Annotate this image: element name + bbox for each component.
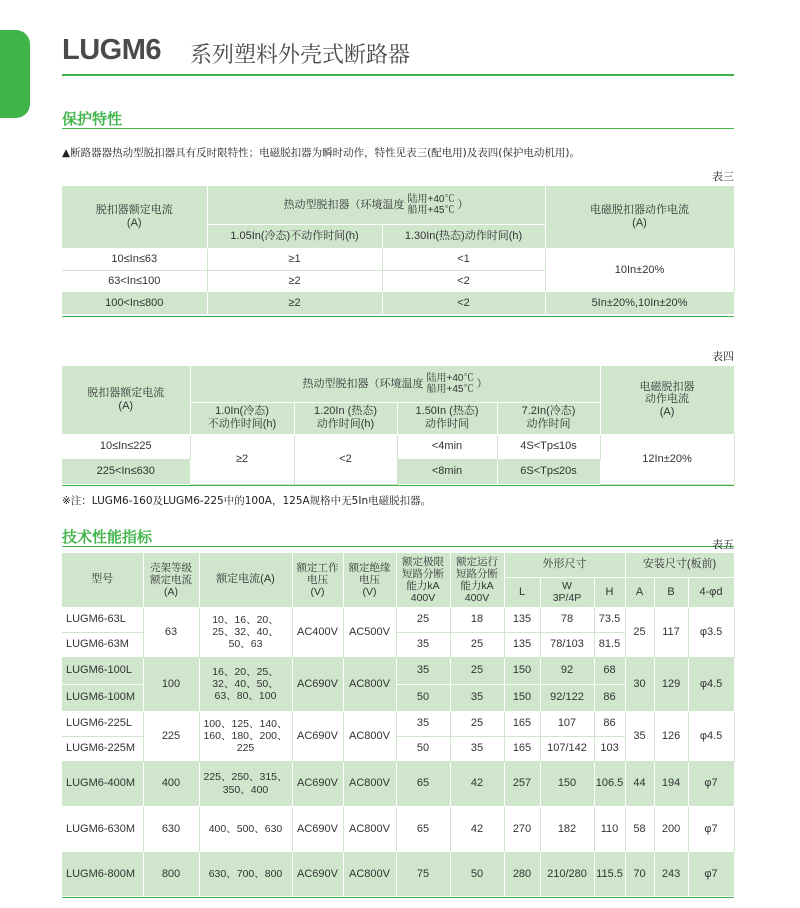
- t5-header-model: 型号: [62, 553, 143, 607]
- t4-range: 10≤In≤225: [62, 434, 190, 459]
- t3-a: ≥2: [207, 292, 382, 314]
- t5-header-dims: 外形尺寸: [504, 553, 625, 577]
- t5-L: 165: [504, 736, 540, 761]
- t5-header-mount: 安装尺寸(板前): [625, 553, 734, 577]
- title-rule: [62, 74, 734, 76]
- t5-L: 165: [504, 711, 540, 736]
- t5-B: 117: [654, 607, 688, 657]
- t5-D: φ7: [688, 761, 734, 806]
- t5-insul: AC800V: [343, 711, 396, 761]
- table-row: [62, 657, 734, 684]
- t5-model: LUGM6-400M: [62, 761, 143, 806]
- t4-header-rated: 脱扣器额定电流 (A): [62, 366, 190, 434]
- t5-header-insul: 额定绝缘 电压 (V): [343, 553, 396, 607]
- t5-icu: 25: [396, 607, 450, 632]
- t3-mag-2: 5In±20%,10In±20%: [545, 292, 734, 314]
- section-title-protection: 保护特性: [62, 110, 123, 128]
- t5-header-icu: 额定极限 短路分断 能力kA 400V: [396, 553, 450, 607]
- t4-c2: <2: [294, 434, 397, 484]
- t5-icu: 35: [396, 657, 450, 684]
- t5-H: 106.5: [594, 761, 625, 806]
- t5-ics: 25: [450, 657, 504, 684]
- t5-W: 150: [540, 761, 594, 806]
- t5-header-volt: 额定工作 电压 (V): [292, 553, 343, 607]
- t5-W: 182: [540, 806, 594, 852]
- table-row: [62, 852, 734, 896]
- t4-header-c3: 1.50In (热态) 动作时间: [397, 402, 497, 434]
- t5-H: 68: [594, 657, 625, 684]
- t5-H: 110: [594, 806, 625, 852]
- t5-L: 150: [504, 684, 540, 711]
- t5-frame: 400: [143, 761, 199, 806]
- t5-B: 129: [654, 657, 688, 711]
- t3-b: <2: [382, 292, 545, 314]
- t5-ics: 35: [450, 684, 504, 711]
- t4-header-c4: 7.2In(冷态) 动作时间: [497, 402, 600, 434]
- t5-L: 135: [504, 632, 540, 657]
- table-row: [62, 434, 734, 459]
- t5-volt: AC690V: [292, 852, 343, 896]
- t5-header-frame: 壳架等级 额定电流 (A): [143, 553, 199, 607]
- t5-icu: 35: [396, 711, 450, 736]
- t3-header-col-b: 1.30In(热态)动作时间(h): [382, 224, 545, 248]
- t5-W: 92/122: [540, 684, 594, 711]
- t5-ics: 50: [450, 852, 504, 896]
- t3-b: <2: [382, 270, 545, 292]
- table-row: [62, 711, 734, 736]
- t3-a: ≥2: [207, 270, 382, 292]
- t5-insul: AC800V: [343, 852, 396, 896]
- brand-title: LUGM6: [62, 34, 161, 66]
- t5-volt: AC690V: [292, 657, 343, 711]
- table-row: [62, 761, 734, 806]
- t5-insul: AC800V: [343, 806, 396, 852]
- t5-A: 44: [625, 761, 654, 806]
- t5-ics: 42: [450, 761, 504, 806]
- table-4: [62, 366, 735, 485]
- t5-frame: 225: [143, 711, 199, 761]
- t5-header-D: 4-φd: [688, 577, 734, 607]
- t5-L: 257: [504, 761, 540, 806]
- t5-A: 70: [625, 852, 654, 896]
- t4-header-magnetic: 电磁脱扣器 动作电流 (A): [600, 366, 734, 434]
- t5-volt: AC690V: [292, 806, 343, 852]
- t5-model: LUGM6-100L: [62, 657, 143, 684]
- table4-footnote: ※注：LUGM6-160及LUGM6-225中的100A，125A规格中无5In电磁脱扣器。: [62, 495, 432, 507]
- t5-insul: AC800V: [343, 657, 396, 711]
- t3-header-thermal: 热动型脱扣器（环境温度 陆用+40℃ 船用+45℃ ）: [207, 186, 545, 224]
- t5-L: 280: [504, 852, 540, 896]
- t5-W: 78: [540, 607, 594, 632]
- t5-currents: 100、125、140、 160、180、200、 225: [199, 711, 292, 761]
- t4-c4: 4S<Tp≤10s: [497, 434, 600, 459]
- t3-a: ≥1: [207, 248, 382, 270]
- t5-volt: AC690V: [292, 761, 343, 806]
- section-tab-marker: [0, 30, 30, 118]
- t5-H: 103: [594, 736, 625, 761]
- t3-range: 63<In≤100: [62, 270, 207, 292]
- t5-A: 25: [625, 607, 654, 657]
- t5-ics: 42: [450, 806, 504, 852]
- t5-icu: 50: [396, 736, 450, 761]
- table3-label: 表三: [712, 170, 734, 183]
- t5-model: LUGM6-800M: [62, 852, 143, 896]
- t5-B: 126: [654, 711, 688, 761]
- t5-W: 92: [540, 657, 594, 684]
- t5-header-W: W 3P/4P: [540, 577, 594, 607]
- t5-icu: 50: [396, 684, 450, 711]
- t5-A: 58: [625, 806, 654, 852]
- t5-ics: 35: [450, 736, 504, 761]
- t5-header-current: 额定电流(A): [199, 553, 292, 607]
- t5-insul: AC800V: [343, 761, 396, 806]
- table4-label: 表四: [712, 350, 734, 363]
- t5-ics: 25: [450, 711, 504, 736]
- t3-b: <1: [382, 248, 545, 270]
- table-row: [62, 292, 734, 314]
- t3-range: 10≤In≤63: [62, 248, 207, 270]
- t5-D: φ4.5: [688, 711, 734, 761]
- table-3: [62, 186, 735, 315]
- t5-W: 107/142: [540, 736, 594, 761]
- t5-frame: 100: [143, 657, 199, 711]
- t5-frame: 63: [143, 607, 199, 657]
- table-row: [62, 607, 734, 632]
- t5-model: LUGM6-63M: [62, 632, 143, 657]
- table-row: [62, 806, 734, 852]
- t5-D: φ3.5: [688, 607, 734, 657]
- table5-bottom-rule: [62, 897, 734, 898]
- t3-header-magnetic: 电磁脱扣器动作电流 (A): [545, 186, 734, 248]
- page-subtitle: 系列塑料外壳式断路器: [190, 43, 411, 68]
- table-row: [62, 248, 734, 270]
- t5-icu: 75: [396, 852, 450, 896]
- t5-header-H: H: [594, 577, 625, 607]
- t5-B: 194: [654, 761, 688, 806]
- table5-label: 表五: [712, 538, 734, 551]
- table3-bottom-rule: [62, 316, 734, 317]
- t5-header-B: B: [654, 577, 688, 607]
- t3-header-rated: 脱扣器额定电流 (A): [62, 186, 207, 248]
- t5-volt: AC400V: [292, 607, 343, 657]
- t5-H: 73.5: [594, 607, 625, 632]
- t5-model: LUGM6-63L: [62, 607, 143, 632]
- t5-B: 200: [654, 806, 688, 852]
- t5-D: φ4.5: [688, 657, 734, 711]
- t5-icu: 65: [396, 761, 450, 806]
- section-rule: [62, 128, 734, 129]
- t3-header-col-a: 1.05In(冷态)不动作时间(h): [207, 224, 382, 248]
- t5-D: φ7: [688, 852, 734, 896]
- table-5: [62, 553, 735, 897]
- t5-icu: 35: [396, 632, 450, 657]
- t5-header-ics: 额定运行 短路分断 能力kA 400V: [450, 553, 504, 607]
- t5-header-A: A: [625, 577, 654, 607]
- t5-D: φ7: [688, 806, 734, 852]
- section-title-tech: 技术性能指标: [62, 528, 153, 546]
- t5-L: 135: [504, 607, 540, 632]
- t5-model: LUGM6-630M: [62, 806, 143, 852]
- t5-A: 35: [625, 711, 654, 761]
- t4-c1: ≥2: [190, 434, 294, 484]
- t5-currents: 10、16、20、 25、32、40、 50、63: [199, 607, 292, 657]
- t4-header-thermal: 热动型脱扣器（环境温度 陆用+40℃ 船用+45℃ ）: [190, 366, 600, 402]
- t5-insul: AC500V: [343, 607, 396, 657]
- protection-note: ▲断路器器热动型脱扣器具有反时限特性；电磁脱扣器为瞬时动作，特性见表三(配电用)及表四(保护电动机用)。: [62, 147, 580, 159]
- t5-currents: 225、250、315、 350、400: [199, 761, 292, 806]
- t5-H: 86: [594, 711, 625, 736]
- t4-mag: 12In±20%: [600, 434, 734, 484]
- t4-c3: <8min: [397, 459, 497, 484]
- t5-W: 210/280: [540, 852, 594, 896]
- t3-range: 100<In≤800: [62, 292, 207, 314]
- t5-frame: 630: [143, 806, 199, 852]
- t5-volt: AC690V: [292, 711, 343, 761]
- t5-W: 107: [540, 711, 594, 736]
- t4-c3: <4min: [397, 434, 497, 459]
- t5-W: 78/103: [540, 632, 594, 657]
- t5-ics: 18: [450, 607, 504, 632]
- t5-A: 30: [625, 657, 654, 711]
- t5-ics: 25: [450, 632, 504, 657]
- t3-mag-1: 10In±20%: [545, 248, 734, 292]
- t5-frame: 800: [143, 852, 199, 896]
- t5-H: 81.5: [594, 632, 625, 657]
- t5-model: LUGM6-100M: [62, 684, 143, 711]
- table4-bottom-rule: [62, 485, 734, 486]
- t5-currents: 16、20、25、 32、40、50、 63、80、100: [199, 657, 292, 711]
- t4-c4: 6S<Tp≤20s: [497, 459, 600, 484]
- t5-H: 115.5: [594, 852, 625, 896]
- t4-header-c2: 1.20In (热态) 动作时间(h): [294, 402, 397, 434]
- t4-range: 225<In≤630: [62, 459, 190, 484]
- t4-header-c1: 1.0In(冷态) 不动作时间(h): [190, 402, 294, 434]
- t5-model: LUGM6-225M: [62, 736, 143, 761]
- t5-H: 86: [594, 684, 625, 711]
- section-rule: [62, 546, 734, 547]
- t5-L: 150: [504, 657, 540, 684]
- t5-L: 270: [504, 806, 540, 852]
- t5-B: 243: [654, 852, 688, 896]
- t5-model: LUGM6-225L: [62, 711, 143, 736]
- t5-icu: 65: [396, 806, 450, 852]
- t5-header-L: L: [504, 577, 540, 607]
- t5-currents: 400、500、630: [199, 806, 292, 852]
- t5-currents: 630、700、800: [199, 852, 292, 896]
